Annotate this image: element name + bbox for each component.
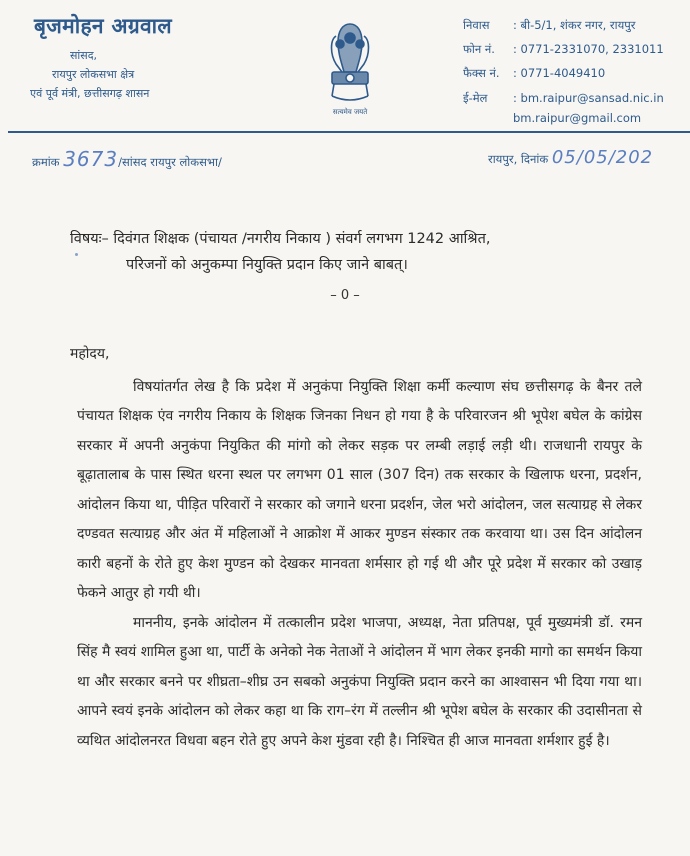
place-date-label: रायपुर, दिनांक [488, 152, 549, 166]
letter-body [70, 340, 642, 756]
national-emblem-icon [318, 14, 382, 122]
section-divider: – 0 – [330, 288, 360, 303]
emblem-caption: सत्यमेव जयते [332, 108, 368, 116]
subject-block [70, 226, 490, 278]
subject-line-2: परिजनों को अनुकम्पा नियुक्ति प्रदान किए जाने बाबत्। [126, 257, 408, 273]
contact-fax [463, 66, 605, 81]
body-paragraph-1: विषयांतर्गत लेख है कि प्रदेश में अनुकंपा नियुक्ति शिक्षा कर्मी कल्याण संघ छत्तीसगढ़ के बैनर तले पंचायत शिक्षक एंव नगरीय निकाय के शिक्षक जिनका निधन हो गया है के परिवारजन श्री भूपेश बघेल के कांग्रेस सरकार में अपनी अनुकंपा नियुकित की मांगो को लेकर सड़क पर लम्बी लड़ाई लड़ी थी। राजधानी रायपुर के बूढ़ातालाब के पास स्थित धरना स्थल पर लगभग 01 साल (307 दिन) तक सरकार के खिलाफ धरना, प्रदर्शन, आंदोलन किया था, पीड़ित परिवारों ने सरकार को जगाने धरना प्रदर्शन, जेल भरो आंदोलन, जल सत्याग्रह से लेकर दण्डवत सत्याग्रह और अंत में महिलाओं ने आक्रोश में आकर मुण्डन संस्कार तक करवाया था। उस दिन आंदोलन कारी बहनों के रोते हुए केश मुण्डन को देखकर मानवता शर्मसार हो गई थी और पूरे प्रदेश में सरकार को उखाड़ फेकने आतुर हो गयी थी। [77, 378, 642, 601]
letterhead-divider [8, 131, 690, 133]
contact-phone [463, 42, 664, 57]
designation-line-1: सांसद, [70, 49, 98, 62]
contact-email [463, 91, 664, 106]
contact-value: : bm.raipur@sansad.nic.in [513, 91, 664, 105]
salutation: महोदय, [70, 346, 110, 362]
subject-line-1: विषयः– दिवंगत शिक्षक (पंचायत /नगरीय निकाय ) संवर्ग लगभग 1242 आश्रित, [70, 231, 491, 247]
contact-label: फैक्स नं. [463, 66, 500, 80]
reference-number-line [32, 147, 222, 171]
contact-email-alt: bm.raipur@gmail.com [513, 111, 642, 125]
date-handwritten: 05/05/202 [551, 147, 654, 168]
designation-line-2: रायपुर लोकसभा क्षेत्र [52, 68, 135, 81]
contact-residence [463, 18, 636, 33]
contact-value: : 0771-4049410 [513, 66, 606, 80]
ink-dot [75, 253, 78, 256]
contact-label: फोन नं. [463, 42, 495, 56]
designation-line-3: एवं पूर्व मंत्री, छत्तीसगढ़ शासन [30, 87, 150, 100]
reference-suffix: /सांसद रायपुर लोकसभा/ [118, 155, 222, 169]
reference-prefix: क्रमांक [32, 155, 60, 169]
contact-label: ई-मेल [463, 91, 488, 105]
place-date-line [488, 147, 653, 168]
contact-value: : 0771-2331070, 2331011 [513, 42, 664, 56]
contact-value: : बी-5/1, शंकर नगर, रायपुर [513, 18, 636, 32]
contact-label: निवास [463, 18, 490, 32]
body-paragraph-2: माननीय, इनके आंदोलन में तत्कालीन प्रदेश भाजपा, अध्यक्ष, नेता प्रतिपक्ष, पूर्व मुख्यमंत्री डॉ. रमन सिंह मै स्वयं शामिल हुआ था, पार्टी के अनेको नेक नेताओं ने आंदोलन में भाग लेकर इनकी मागो का समर्थन किया था और सरकार बनने पर शीघ्रता–शीघ्र उन सबको अनुकंपा नियुक्ति प्रदान करने का आश्वासन भी दिया गया था। आपने स्वयं इनके आंदोलन को लेकर कहा था कि राग–रंग में तल्लीन श्री भूपेश बघेल के सरकार की उदासीनता से व्यथित आंदोलनरत विधवा बहन रोते हुए अपने केश मुंडवा रही है। निश्चित ही आज मानवता शर्मशार हुई है। [77, 614, 642, 749]
reference-number-handwritten: 3673 [63, 147, 119, 171]
sender-name: बृजमोहन अग्रवाल [34, 14, 172, 38]
